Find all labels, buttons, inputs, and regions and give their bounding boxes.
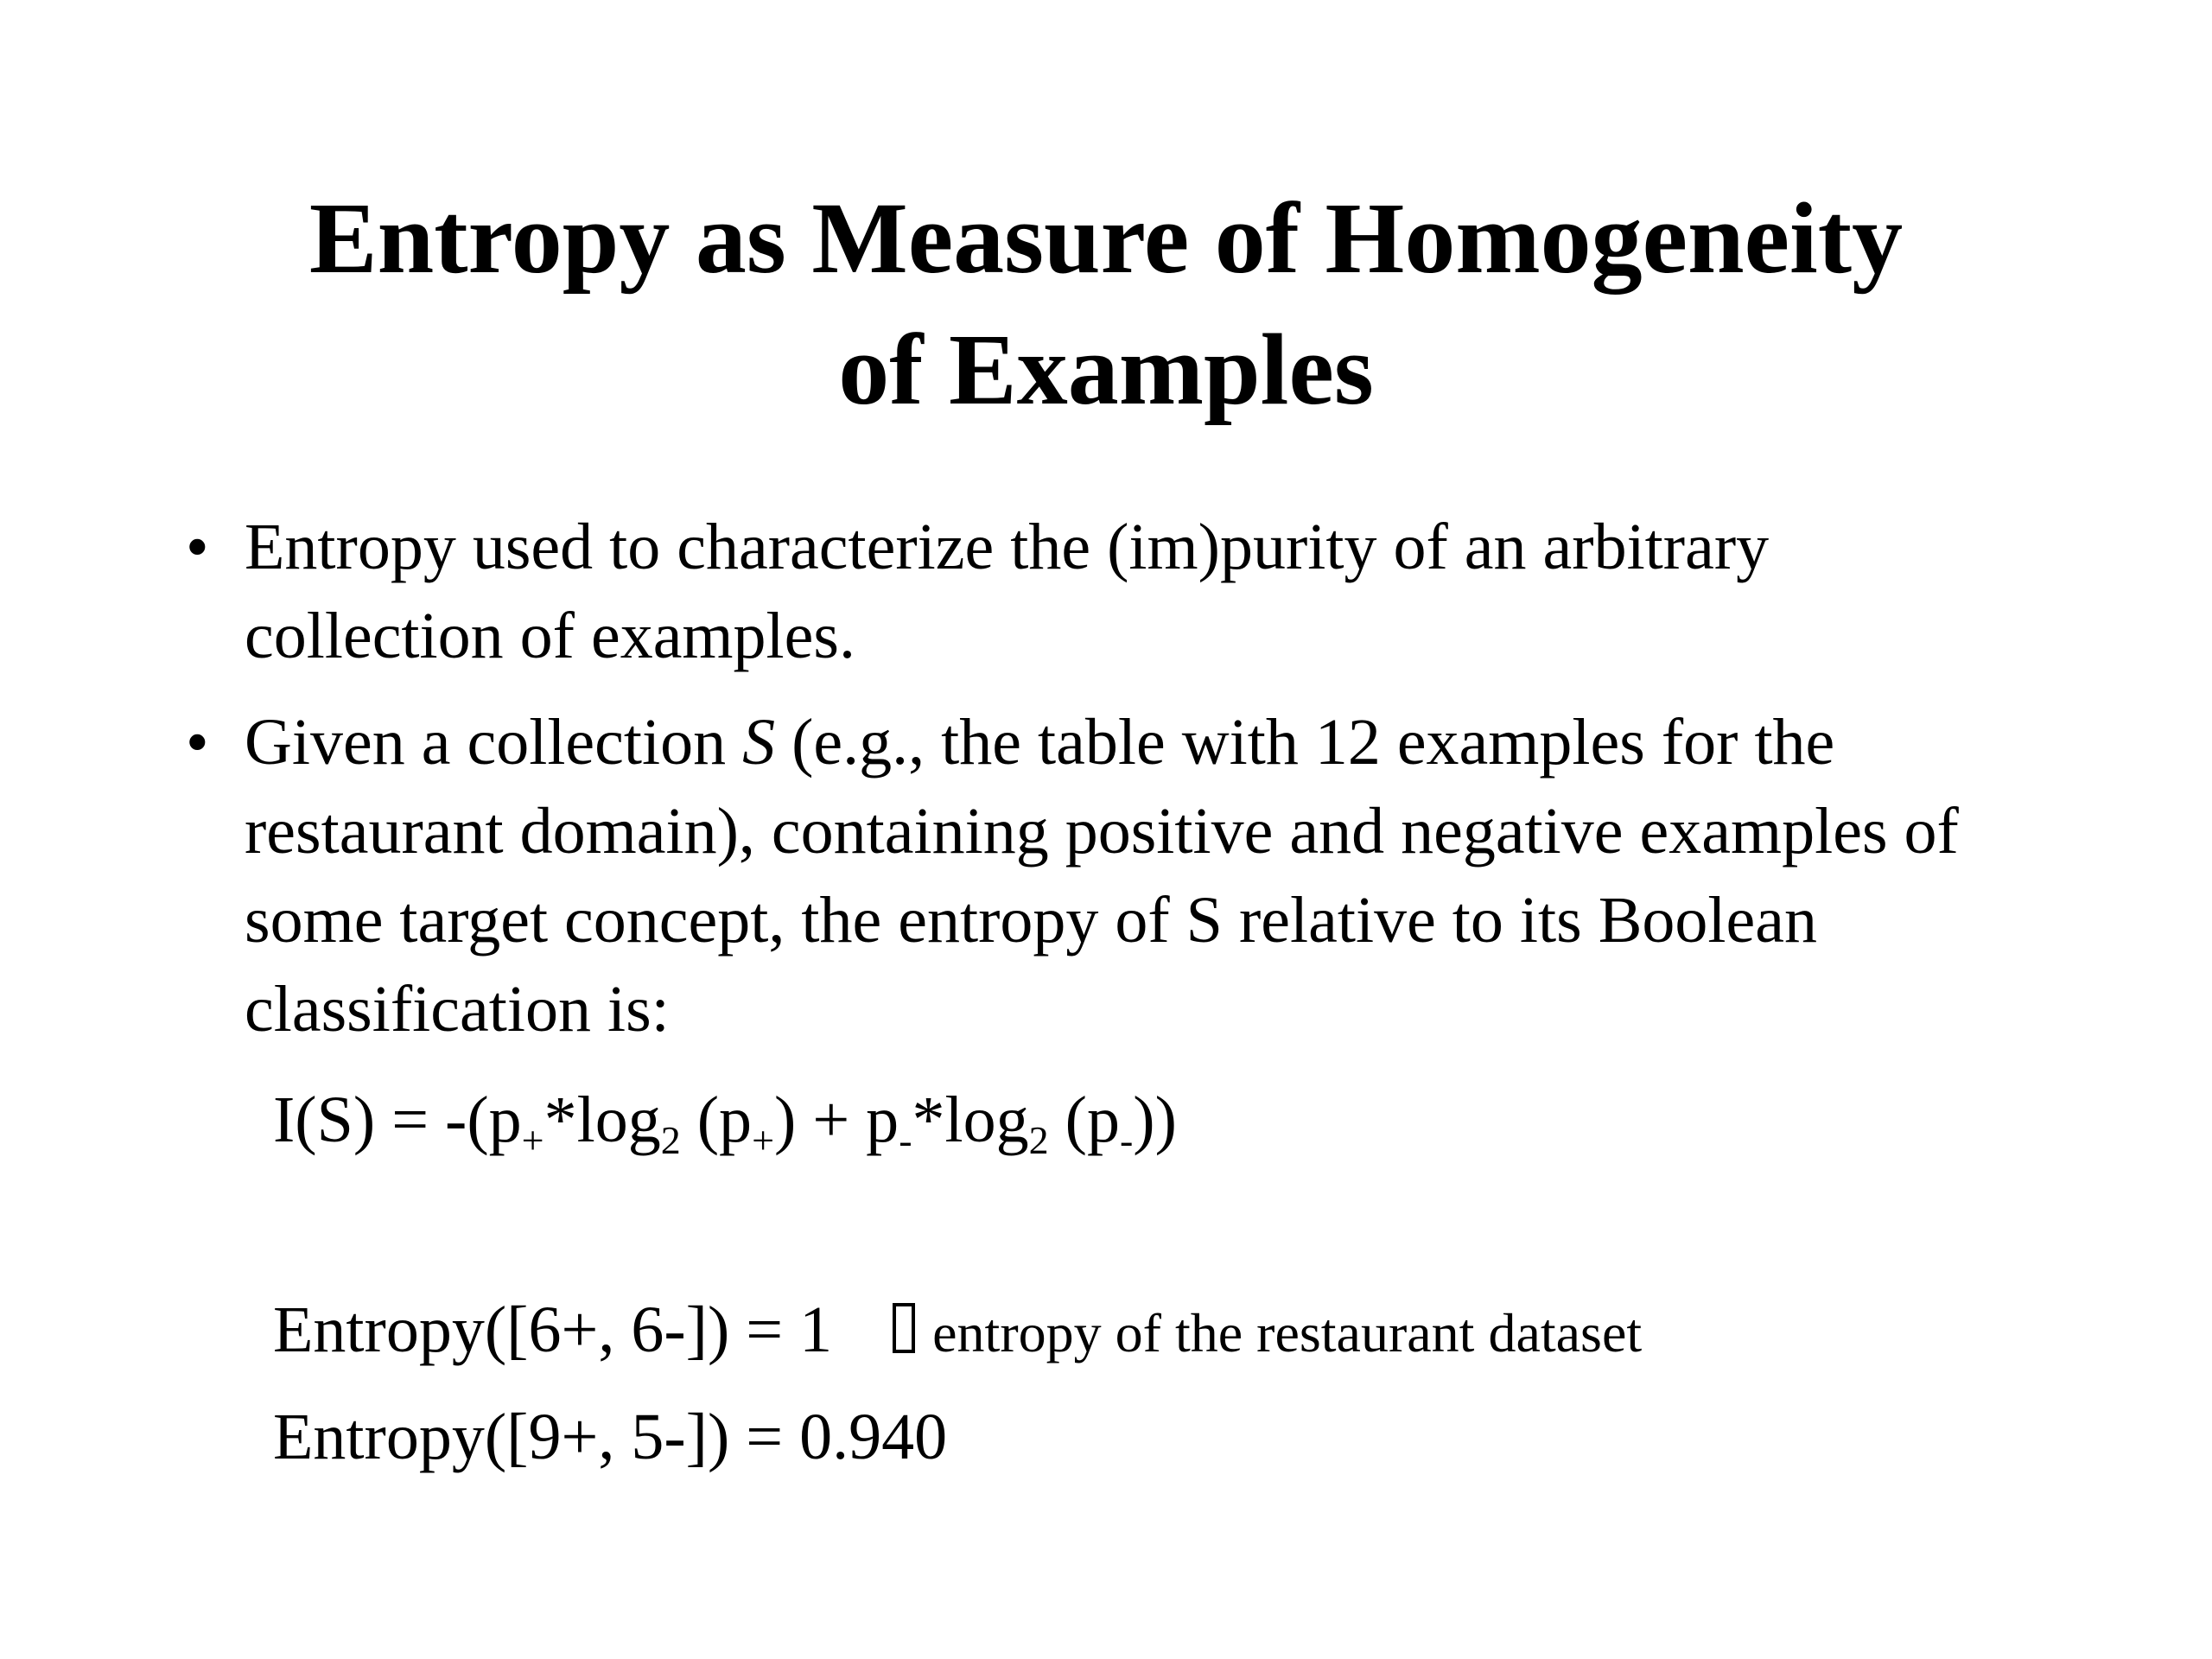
bullet-item-1 [186,503,2024,681]
bullet-text-after: (e.g., the table with 12 examples for the restaurant domain), containing positive and negative examples of some target concept, the entropy of S relative to its Boolean classification is: [245,706,1959,1046]
bullet-text-before: Given a collection [245,706,743,779]
formula-part: (p [680,1084,753,1156]
example-expression: Entropy([9+, 5-]) = 0.940 [273,1401,948,1473]
formula-subscript: - [899,1118,912,1162]
entropy-example-1 [273,1286,1642,1377]
formula-subscript: + [752,1118,775,1162]
formula-subscript: + [521,1118,544,1162]
formula-part: )) [1133,1084,1177,1156]
slide-title-line-1: Entropy as Measure of Homogeneity [308,181,1904,295]
bullet-item-2 [186,698,2024,1054]
formula-part: I(S) = -(p [273,1084,522,1156]
set-variable-s: S [742,706,776,779]
formula-part: *log [543,1084,661,1156]
entropy-formula [273,1076,1177,1165]
formula-part: *log [912,1084,1029,1156]
slide-title [0,173,2212,435]
formula-subscript: 2 [660,1118,681,1162]
formula-part: (p [1048,1084,1120,1156]
formula-part: ) + p [774,1084,899,1156]
formula-subscript: - [1119,1118,1134,1162]
bullet-marker: • [186,511,209,583]
slide-title-line-2: of Examples [838,313,1374,426]
bullet-marker: • [186,706,209,779]
bullet-text: Entropy used to characterize the (im)purity of an arbitrary collection of examples. [245,511,1770,672]
formula-subscript: 2 [1028,1118,1049,1162]
example-expression: Entropy([6+, 6-]) = 1 [273,1294,833,1366]
example-note: entropy of the restaurant dataset [932,1302,1643,1363]
missing-glyph-box-icon [893,1303,915,1353]
entropy-example-2 [273,1393,947,1482]
